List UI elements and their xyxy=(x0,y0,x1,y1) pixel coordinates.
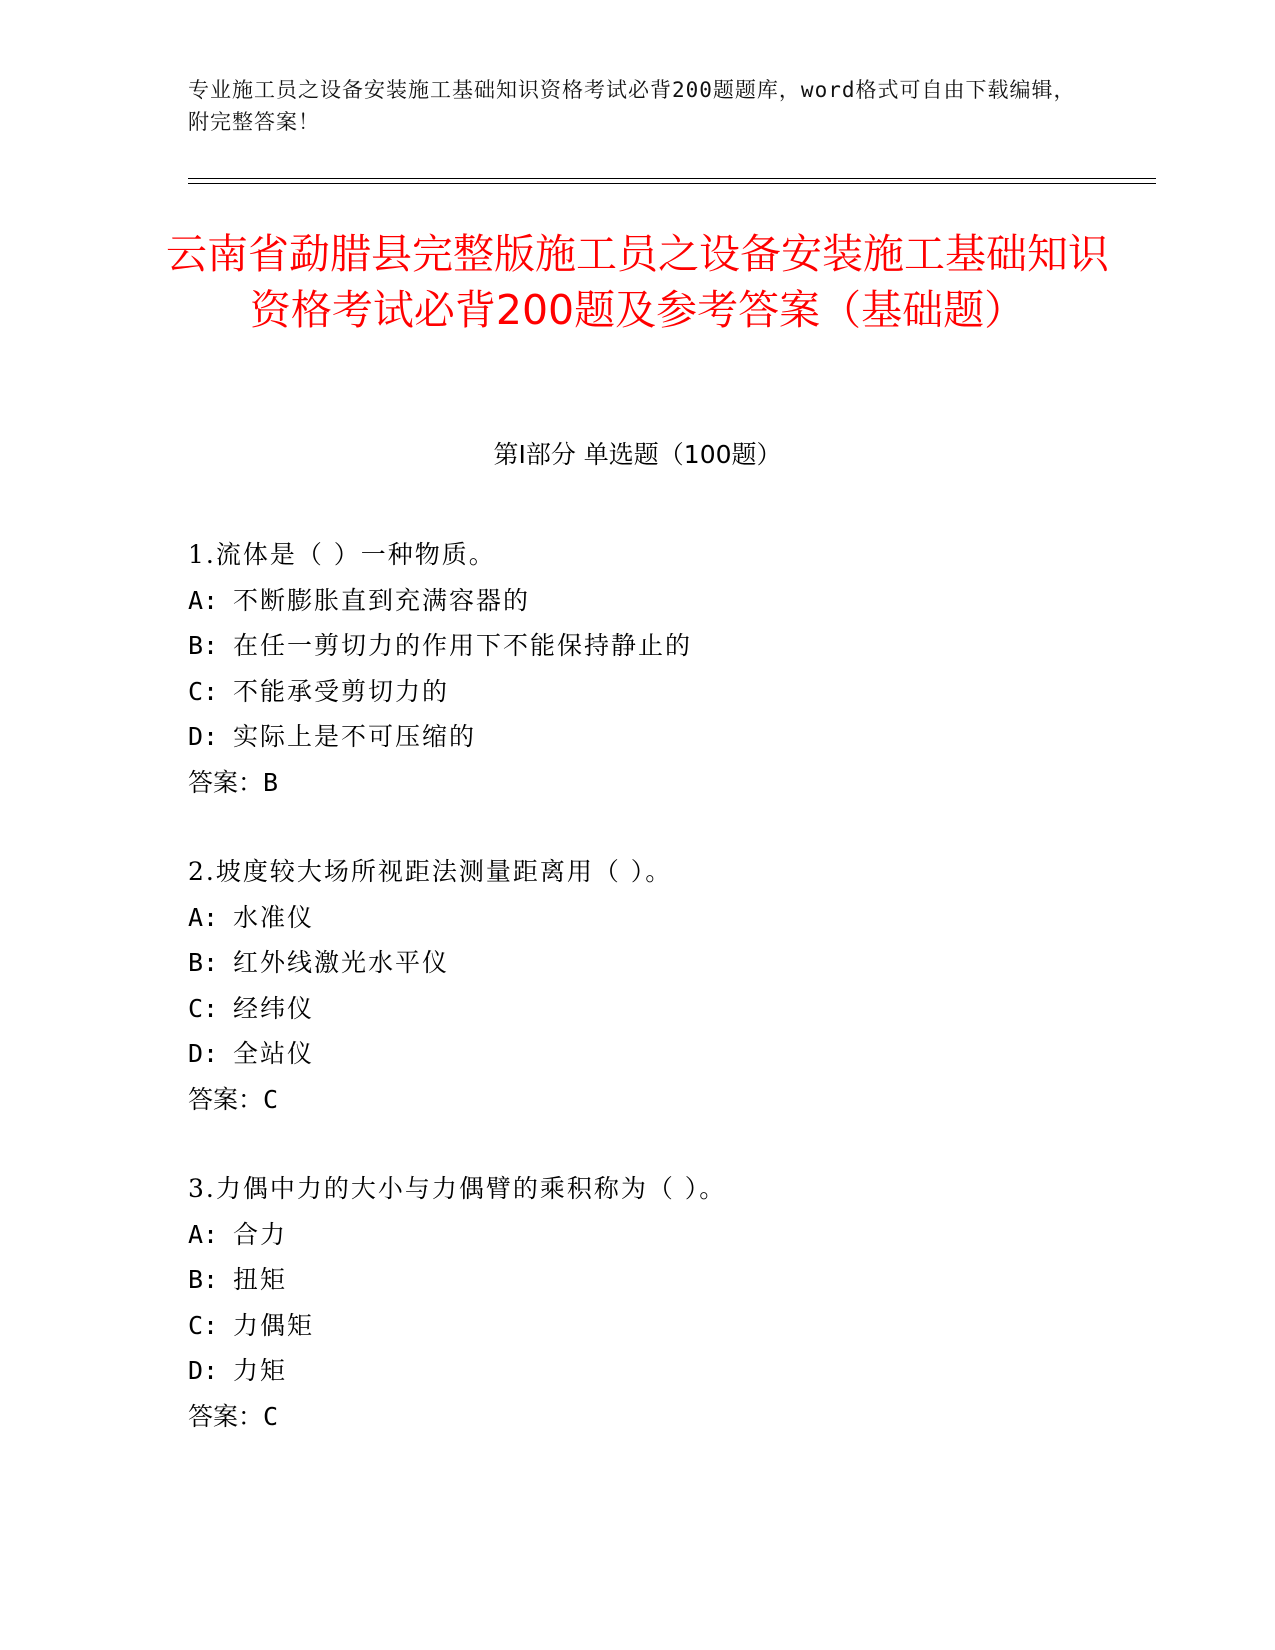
question-stem: 2.坡度较大场所视距法测量距离用（ ）。 xyxy=(188,857,673,886)
option-key: C: xyxy=(188,1310,219,1340)
option-key: D: xyxy=(188,722,219,751)
option-a xyxy=(188,1212,1088,1258)
option-key: B: xyxy=(188,1265,219,1294)
option-a xyxy=(188,578,1088,624)
option-key: A: xyxy=(188,902,219,932)
option-text: 合力 xyxy=(233,1219,288,1249)
answer-value: C xyxy=(263,1401,279,1431)
option-key: A: xyxy=(188,1219,219,1249)
option-key: C: xyxy=(188,676,219,706)
option-d xyxy=(188,1348,1088,1394)
document-title: 云南省勐腊县完整版施工员之设备安装施工基础知识资格考试必背200题及参考答案（基础题） xyxy=(166,230,1109,334)
question-stem: 3.力偶中力的大小与力偶臂的乘积称为（ ）。 xyxy=(188,1174,727,1203)
option-text: 实际上是不可压缩的 xyxy=(233,722,477,751)
option-text: 经纬仪 xyxy=(233,993,315,1023)
option-text: 扭矩 xyxy=(233,1265,288,1294)
option-c xyxy=(188,1303,1088,1349)
option-key: D: xyxy=(188,1039,219,1068)
answer-label: 答案： xyxy=(188,767,264,797)
option-key: C: xyxy=(188,993,219,1023)
option-b xyxy=(188,1257,1088,1303)
option-text: 不断膨胀直到充满容器的 xyxy=(233,585,531,615)
answer-line xyxy=(188,760,1088,806)
answer-value: C xyxy=(263,1084,279,1114)
option-text: 全站仪 xyxy=(233,1039,315,1068)
answer-value: B xyxy=(263,767,279,797)
answer-label: 答案： xyxy=(188,1084,264,1114)
option-c xyxy=(188,986,1088,1032)
question-item xyxy=(188,532,1088,805)
option-d xyxy=(188,1031,1088,1077)
option-a xyxy=(188,895,1088,941)
option-key: B: xyxy=(188,948,219,977)
header-divider-top xyxy=(188,178,1156,179)
option-b xyxy=(188,623,1088,669)
header-divider-bottom xyxy=(188,183,1156,184)
option-key: A: xyxy=(188,585,219,615)
option-key: D: xyxy=(188,1356,219,1385)
answer-line xyxy=(188,1394,1088,1440)
header-note: 专业施工员之设备安装施工基础知识资格考试必背200题题库，word格式可自由下载编辑，附完整答案！ xyxy=(188,78,1076,134)
question-list xyxy=(188,532,1088,1483)
answer-line xyxy=(188,1077,1088,1123)
option-text: 在任一剪切力的作用下不能保持静止的 xyxy=(233,631,693,660)
option-text: 红外线激光水平仪 xyxy=(233,948,450,977)
answer-label: 答案： xyxy=(188,1401,264,1431)
option-c xyxy=(188,669,1088,715)
option-text: 力矩 xyxy=(233,1356,288,1385)
option-text: 不能承受剪切力的 xyxy=(233,676,450,706)
question-item xyxy=(188,849,1088,1122)
option-text: 力偶矩 xyxy=(233,1310,315,1340)
question-stem: 1.流体是（ ）一种物质。 xyxy=(188,540,496,569)
option-key: B: xyxy=(188,631,219,660)
option-d xyxy=(188,714,1088,760)
section-heading: 第I部分 单选题（100题） xyxy=(493,440,782,469)
option-text: 水准仪 xyxy=(233,902,315,932)
option-b xyxy=(188,940,1088,986)
question-item xyxy=(188,1166,1088,1439)
